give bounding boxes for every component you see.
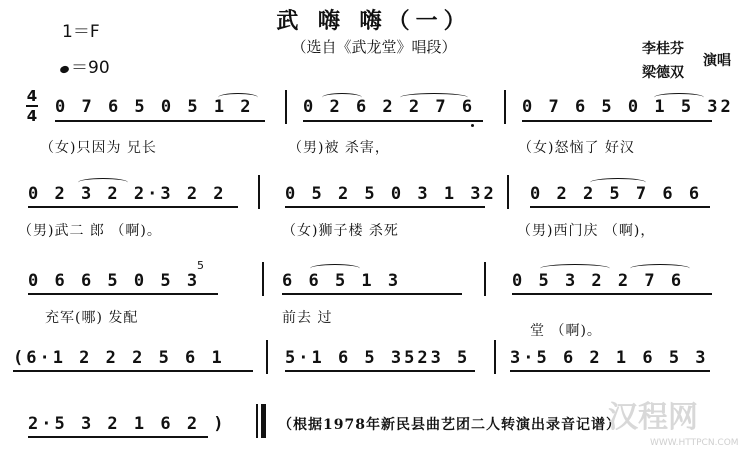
underline xyxy=(28,206,238,208)
slur xyxy=(400,93,468,102)
performer-1: 李桂芬 xyxy=(642,41,684,57)
row3-lyric2: 前去 过 xyxy=(282,310,333,326)
row5-measure1: 2·5 3 2 1 6 2 ) xyxy=(28,414,227,434)
underline xyxy=(285,370,475,372)
row1-measure3: 0 7 6 5 0 1 5 32 xyxy=(522,97,734,117)
watermark-logo: 汉程网 xyxy=(608,400,698,435)
performer-role: 演唱 xyxy=(703,53,731,69)
barline xyxy=(266,340,268,374)
slur xyxy=(590,178,646,187)
barline xyxy=(507,175,509,209)
tempo-marking xyxy=(60,53,110,78)
underline xyxy=(512,293,712,295)
row1-measure1: 0 7 6 5 0 5 1 2 xyxy=(55,97,254,117)
slur xyxy=(310,264,360,273)
time-signature-bottom: 4 xyxy=(26,107,38,125)
row2-measure3: 0 2 2 5 7 6 6 xyxy=(530,184,703,204)
slur xyxy=(322,93,362,102)
row4-measure2: 5·1 6 5 3523 5 xyxy=(285,348,471,368)
row4-measure1: (6·1 2 2 2 5 6 1 xyxy=(13,348,225,368)
row1-lyric1: （女)只因为 兄长 xyxy=(40,140,157,156)
row4-measure3: 3·5 6 2 1 6 5 3 xyxy=(510,348,709,368)
lower-octave-dot xyxy=(471,124,474,127)
row3-measure1: 0 6 6 5 0 5 3 xyxy=(28,271,201,291)
underline xyxy=(28,293,218,295)
barline xyxy=(285,90,287,124)
underline xyxy=(303,120,483,122)
row1-lyric2: （男)被 杀害， xyxy=(288,140,390,156)
underline xyxy=(522,120,712,122)
row3-lyric3: 堂 （啊)。 xyxy=(530,323,602,339)
row1-measure2: 0 2 6 2 2 7 6 xyxy=(303,97,476,117)
row1-lyric3: （女)怒恼了 好汉 xyxy=(518,140,635,156)
performer-2: 梁德双 xyxy=(642,65,684,81)
barline xyxy=(494,340,496,374)
underline xyxy=(13,370,253,372)
row3-measure2: 6 6 5 1 3 xyxy=(282,271,402,291)
row3-measure3: 0 5 3 2 2 7 6 xyxy=(512,271,685,291)
song-subtitle: （选自《武龙堂》唱段） xyxy=(291,38,457,56)
underline xyxy=(510,370,710,372)
slur xyxy=(630,264,690,273)
barline xyxy=(484,262,486,296)
quarter-note-icon xyxy=(59,65,70,75)
row2-measure1: 0 2 3 2 2·3 2 2 xyxy=(28,184,227,204)
underline xyxy=(285,206,485,208)
key-signature: 1＝F xyxy=(62,22,100,42)
grace-note: 5 xyxy=(197,259,204,272)
slur xyxy=(540,264,610,273)
slur xyxy=(218,93,258,102)
barline xyxy=(504,90,506,124)
underline xyxy=(28,436,208,438)
barline xyxy=(262,262,264,296)
underline xyxy=(282,293,462,295)
barline xyxy=(258,175,260,209)
row2-lyric3: （男)西门庆 （啊)， xyxy=(517,223,656,239)
row2-lyric2: （女)狮子楼 杀死 xyxy=(282,223,399,239)
final-barline-thick xyxy=(261,404,266,438)
watermark-url: WWW.HTTPCN.COM xyxy=(650,438,739,448)
song-title: 武 嗨 嗨（一） xyxy=(276,8,472,34)
transcription-note: （根据1978年新民县曲艺团二人转演出录音记谱） xyxy=(278,417,621,433)
row2-measure2: 0 5 2 5 0 3 1 32 xyxy=(285,184,497,204)
row3-lyric1: 充军(哪) 发配 xyxy=(45,310,139,326)
row2-lyric1: （男)武二 郎 （啊)。 xyxy=(18,223,162,239)
slur xyxy=(78,178,128,187)
tempo-value: ＝90 xyxy=(71,58,110,78)
underline xyxy=(530,206,710,208)
time-signature xyxy=(26,88,38,124)
final-barline-thin xyxy=(256,404,258,438)
underline xyxy=(55,120,265,122)
slur xyxy=(654,93,704,102)
time-signature-top: 4 xyxy=(26,87,38,105)
